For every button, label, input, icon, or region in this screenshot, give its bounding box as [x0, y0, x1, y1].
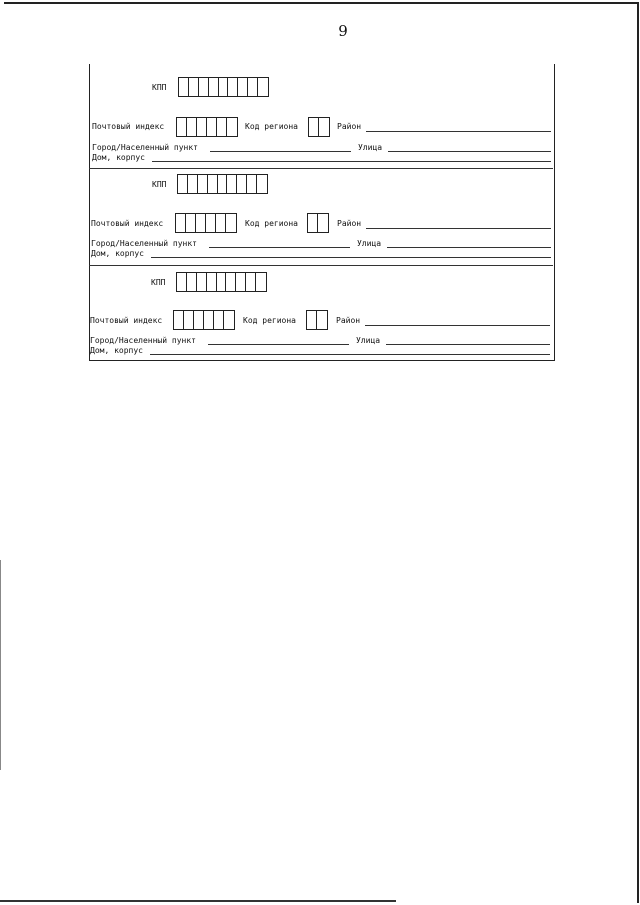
input-cell[interactable]	[186, 214, 196, 232]
input-cell[interactable]	[218, 175, 228, 193]
district-label: Район	[337, 122, 362, 131]
region-code-input[interactable]	[307, 213, 329, 233]
input-cell[interactable]	[247, 175, 257, 193]
input-cell[interactable]	[319, 118, 329, 136]
input-cell[interactable]	[178, 175, 188, 193]
house-label: Дом, корпус	[92, 153, 145, 162]
city-field[interactable]	[210, 151, 351, 152]
kpp-label: КПП	[151, 278, 166, 287]
street-field[interactable]	[386, 344, 550, 345]
street-label: Улица	[357, 239, 382, 248]
city-label: Город/Населенный пункт	[92, 143, 198, 152]
kpp-label: КПП	[152, 180, 167, 189]
street-field[interactable]	[387, 247, 551, 248]
street-field[interactable]	[388, 151, 551, 152]
input-cell[interactable]	[207, 273, 217, 291]
input-cell[interactable]	[309, 118, 319, 136]
block-separator	[89, 168, 553, 169]
input-cell[interactable]	[197, 118, 207, 136]
input-cell[interactable]	[226, 214, 236, 232]
page-border-top	[4, 2, 638, 4]
input-cell[interactable]	[209, 78, 219, 96]
input-cell[interactable]	[317, 311, 327, 329]
input-cell[interactable]	[236, 273, 246, 291]
postal-index-label: Почтовый индекс	[91, 219, 164, 228]
postal-index-input[interactable]	[176, 117, 238, 137]
postal-index-label: Почтовый индекс	[90, 316, 163, 325]
house-label: Дом, корпус	[90, 346, 143, 355]
district-label: Район	[337, 219, 362, 228]
region-code-label: Код региона	[245, 219, 298, 228]
city-field[interactable]	[209, 247, 350, 248]
page-border-bottom	[0, 900, 396, 902]
kpp-label: КПП	[152, 83, 167, 92]
input-cell[interactable]	[308, 214, 318, 232]
district-field[interactable]	[366, 131, 551, 132]
page-number: 9	[338, 22, 348, 40]
input-cell[interactable]	[188, 175, 198, 193]
input-cell[interactable]	[194, 311, 204, 329]
input-cell[interactable]	[227, 118, 237, 136]
input-cell[interactable]	[227, 175, 237, 193]
input-cell[interactable]	[228, 78, 238, 96]
input-cell[interactable]	[258, 78, 268, 96]
input-cell[interactable]	[257, 175, 267, 193]
input-cell[interactable]	[214, 311, 224, 329]
input-cell[interactable]	[237, 175, 247, 193]
kpp-input[interactable]	[176, 272, 267, 292]
city-field[interactable]	[208, 344, 349, 345]
input-cell[interactable]	[224, 311, 234, 329]
input-cell[interactable]	[217, 118, 227, 136]
input-cell[interactable]	[216, 214, 226, 232]
input-cell[interactable]	[198, 175, 208, 193]
house-field[interactable]	[150, 354, 550, 355]
page-border-right	[637, 2, 639, 903]
input-cell[interactable]	[238, 78, 248, 96]
region-code-input[interactable]	[308, 117, 330, 137]
input-cell[interactable]	[176, 214, 186, 232]
input-cell[interactable]	[177, 118, 187, 136]
input-cell[interactable]	[196, 214, 206, 232]
input-cell[interactable]	[208, 175, 218, 193]
input-cell[interactable]	[199, 78, 209, 96]
input-cell[interactable]	[179, 78, 189, 96]
city-label: Город/Населенный пункт	[90, 336, 196, 345]
block-separator	[89, 265, 553, 266]
input-cell[interactable]	[206, 214, 216, 232]
input-cell[interactable]	[177, 273, 187, 291]
input-cell[interactable]	[197, 273, 207, 291]
input-cell[interactable]	[187, 273, 197, 291]
input-cell[interactable]	[219, 78, 229, 96]
district-field[interactable]	[366, 228, 551, 229]
input-cell[interactable]	[187, 118, 197, 136]
input-cell[interactable]	[246, 273, 256, 291]
district-field[interactable]	[365, 325, 550, 326]
input-cell[interactable]	[226, 273, 236, 291]
input-cell[interactable]	[174, 311, 184, 329]
region-code-label: Код региона	[245, 122, 298, 131]
house-field[interactable]	[152, 161, 551, 162]
house-label: Дом, корпус	[91, 249, 144, 258]
city-label: Город/Населенный пункт	[91, 239, 197, 248]
input-cell[interactable]	[256, 273, 266, 291]
input-cell[interactable]	[207, 118, 217, 136]
input-cell[interactable]	[318, 214, 328, 232]
input-cell[interactable]	[204, 311, 214, 329]
input-cell[interactable]	[307, 311, 317, 329]
house-field[interactable]	[151, 257, 551, 258]
street-label: Улица	[356, 336, 381, 345]
input-cell[interactable]	[189, 78, 199, 96]
input-cell[interactable]	[248, 78, 258, 96]
postal-index-input[interactable]	[175, 213, 237, 233]
page-border-left	[0, 560, 1, 770]
district-label: Район	[336, 316, 361, 325]
postal-index-label: Почтовый индекс	[92, 122, 165, 131]
region-code-input[interactable]	[306, 310, 328, 330]
street-label: Улица	[358, 143, 383, 152]
postal-index-input[interactable]	[173, 310, 235, 330]
region-code-label: Код региона	[243, 316, 296, 325]
input-cell[interactable]	[184, 311, 194, 329]
input-cell[interactable]	[217, 273, 227, 291]
kpp-input[interactable]	[178, 77, 269, 97]
kpp-input[interactable]	[177, 174, 268, 194]
